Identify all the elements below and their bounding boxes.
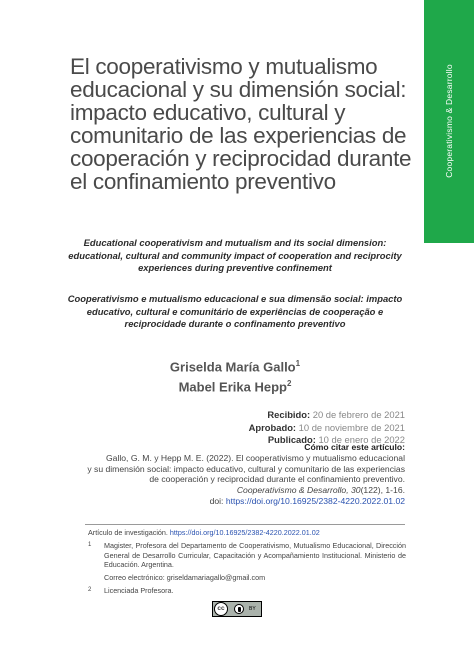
citation-line-1: Gallo, G. M. y Hepp M. E. (2022). El cooperativismo y mutualismo educacional	[106, 452, 405, 463]
approved-date: 10 de noviembre de 2021	[298, 421, 405, 433]
published-date: 10 de enero de 2022	[318, 434, 405, 445]
footnote-1	[88, 541, 406, 583]
cc-by-license-badge[interactable]	[212, 601, 262, 617]
author-1	[60, 355, 410, 375]
footnote-2-number: 2	[88, 586, 92, 593]
author-email: Correo electrónico: griseldamariagallo@gmail.com	[104, 573, 266, 583]
publication-dates	[200, 409, 405, 447]
citation-heading: Cómo citar este artículo:	[304, 442, 405, 452]
footnote-1-text: Magister, Profesora del Departamento de Cooperativismo, Mutualismo Educacional, Dirección General de Desarrollo Curricular, Capacitación y Acompañamiento Institucional. Ministerio de Educación. Argentina.	[104, 540, 406, 570]
creative-commons-icon	[214, 602, 228, 616]
attribution-person-icon	[234, 604, 244, 614]
received-date-row	[200, 409, 405, 422]
author-1-footnote-mark: 1	[295, 359, 301, 368]
author-2-footnote-mark: 2	[286, 379, 292, 389]
title-portuguese: Cooperativismo e mutualismo educacional e sua dimensão social: impacto educativo, cultural e comunitário de experiências de cooperação e reciprocidade durante o confinamento preventivo	[67, 293, 403, 329]
title-spanish: El cooperativismo y mutualismo educacional y su dimensión social: impacto educativo, cultural y comunitario de las experiencias de cooperación y reciprocidad durante el confinamiento preventivo	[70, 54, 412, 194]
footnote-2	[88, 586, 406, 596]
article-type: Artículo de investigación.	[88, 528, 170, 537]
author-1-name: Griselda María Gallo	[169, 359, 296, 375]
author-2-name: Mabel Erika Hepp	[178, 379, 287, 395]
footnotes	[88, 528, 406, 596]
citation-line-3: de cooperación y reciprocidad durante el confinamiento preventivo.	[149, 474, 405, 485]
author-list	[60, 355, 410, 396]
approved-date-row	[200, 422, 405, 435]
citation-doi-link[interactable]: https://doi.org/10.16925/2382-4220.2022.01.02	[225, 495, 405, 506]
footnote-1-number: 1	[88, 541, 92, 548]
citation-source	[85, 485, 405, 496]
received-label: Recibido:	[267, 409, 311, 420]
citation-doi-row	[85, 496, 405, 507]
footnote-2-text: Licenciada Profesora.	[104, 585, 174, 595]
title-english: Educational cooperativism and mutualism and its social dimension: educational, cultural and community impact of cooperation and reciprocity experiences during preventive confinement	[68, 237, 402, 273]
received-date: 20 de febrero de 2021	[312, 409, 405, 420]
journal-name-tab	[424, 56, 474, 186]
footnote-divider	[85, 524, 405, 525]
approved-label: Aprobado:	[248, 421, 297, 433]
by-badge-text: BY	[249, 606, 256, 612]
journal-name: Cooperativismo & Desarrollo	[444, 64, 454, 178]
published-label: Publicado:	[267, 434, 316, 445]
citation-volume: 30	[351, 485, 361, 496]
author-2	[60, 375, 410, 395]
citation-block	[85, 442, 405, 507]
citation-pages: (122), 1-16.	[360, 485, 405, 496]
cc-badge-text: cc	[217, 605, 225, 612]
citation-doi-label: doi:	[209, 495, 226, 506]
citation-line-2: y su dimensión social: impacto educativo, cultural y comunitario de las experiencias	[87, 463, 405, 474]
article-type-line	[88, 528, 406, 538]
citation-journal: Cooperativismo & Desarrollo,	[236, 485, 349, 496]
article-doi-link[interactable]: https://doi.org/10.16925/2382-4220.2022.01.02	[169, 528, 320, 537]
